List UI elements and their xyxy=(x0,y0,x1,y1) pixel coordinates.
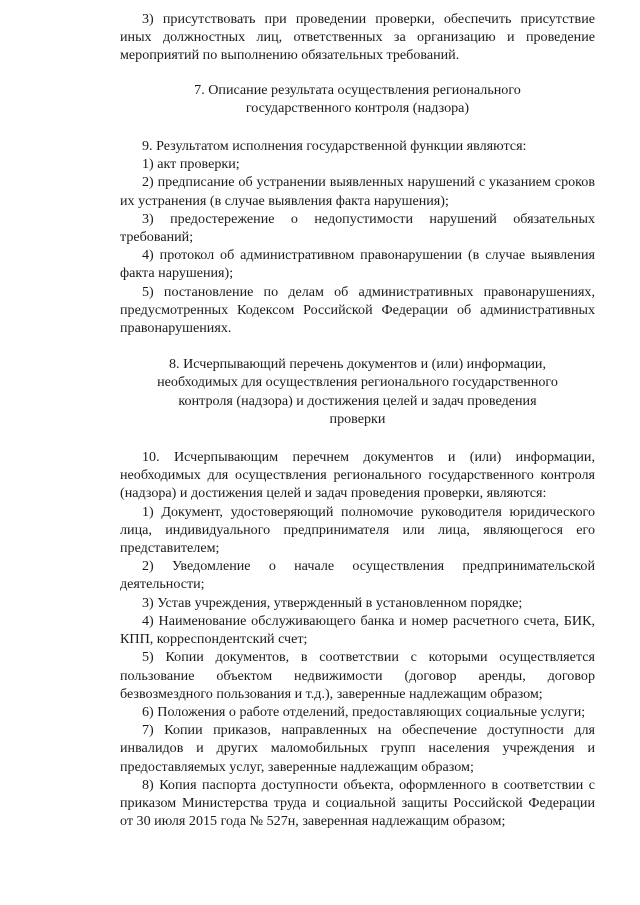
section-7-item-3: 3) предостережение о недопустимости нарушений обязательных требований; xyxy=(120,210,595,246)
section-8-item-5: 5) Копии документов, в соответствии с которыми осуществляется пользование объектом недвижимости (договор аренды, договор безвозмездного пользования и т.д.), заверенные надлежащим образом; xyxy=(120,649,595,702)
section-7-heading: 7. Описание результата осуществления регионального государственного контроля (надзора) xyxy=(194,81,521,116)
section-7-item-1: 1) акт проверки; xyxy=(142,156,240,173)
document-page xyxy=(120,10,595,830)
section-8-item-4: 4) Наименование обслуживающего банка и номер расчетного счета, БИК, КПП, корреспондентский счет; xyxy=(120,612,595,648)
section-8-item-1: 1) Документ, удостоверяющий полномочие руководителя юридического лица, индивидуального предпринимателя или лица, являющегося его представителем; xyxy=(120,503,595,557)
section-7-lead: 9. Результатом исполнения государственной функции являются: xyxy=(142,138,527,155)
section-7-item-5: 5) постановление по делам об административных правонарушениях, предусмотренных Кодексом Российской Федерации об административных правонарушениях. xyxy=(120,283,595,337)
section-7-item-4: 4) протокол об административном правонарушении (в случае выявления факта нарушения); xyxy=(120,247,595,282)
section-7-item-2: 2) предписание об устранении выявленных нарушений с указанием сроков их устранения (в случае выявления факта нарушения); xyxy=(120,174,595,209)
section-8-item-6: 6) Положения о работе отделений, предоставляющих социальные услуги; xyxy=(142,703,586,720)
section-8-heading: 8. Исчерпывающий перечень документов и (или) информации, необходимых для осуществления регионального государственного контроля (надзора) и достижения целей и задач проведения проверки xyxy=(157,356,558,427)
section-8-item-8: 8) Копия паспорта доступности объекта, оформленного в соответствии с приказом Министерства труда и социальной защиты Российской Федерации от 30 июля 2015 года № 527н, заверенная надлежащим образом; xyxy=(120,776,595,830)
section-8-item-2: 2) Уведомление о начале осуществления предпринимательской деятельности; xyxy=(120,558,595,593)
section-8-lead: 10. Исчерпывающим перечнем документов и (или) информации, необходимых для осуществления регионального государственного контроля (надзора) и достижения целей и задач проведения проверки, являются: xyxy=(120,449,595,502)
section-8-item-7: 7) Копии приказов, направленных на обеспечение доступности для инвалидов и других маломобильных групп населения учреждения и предоставляемых услуг, заверенные надлежащим образом; xyxy=(120,722,595,775)
section-8-item-3: 3) Устав учреждения, утвержденный в установленном порядке; xyxy=(142,594,523,611)
intro-list-item: 3) присутствовать при проведении проверки, обеспечить присутствие иных должностных лиц, ответственных за организацию и проведение мероприятий по выполнению обязательных требований. xyxy=(120,11,595,64)
